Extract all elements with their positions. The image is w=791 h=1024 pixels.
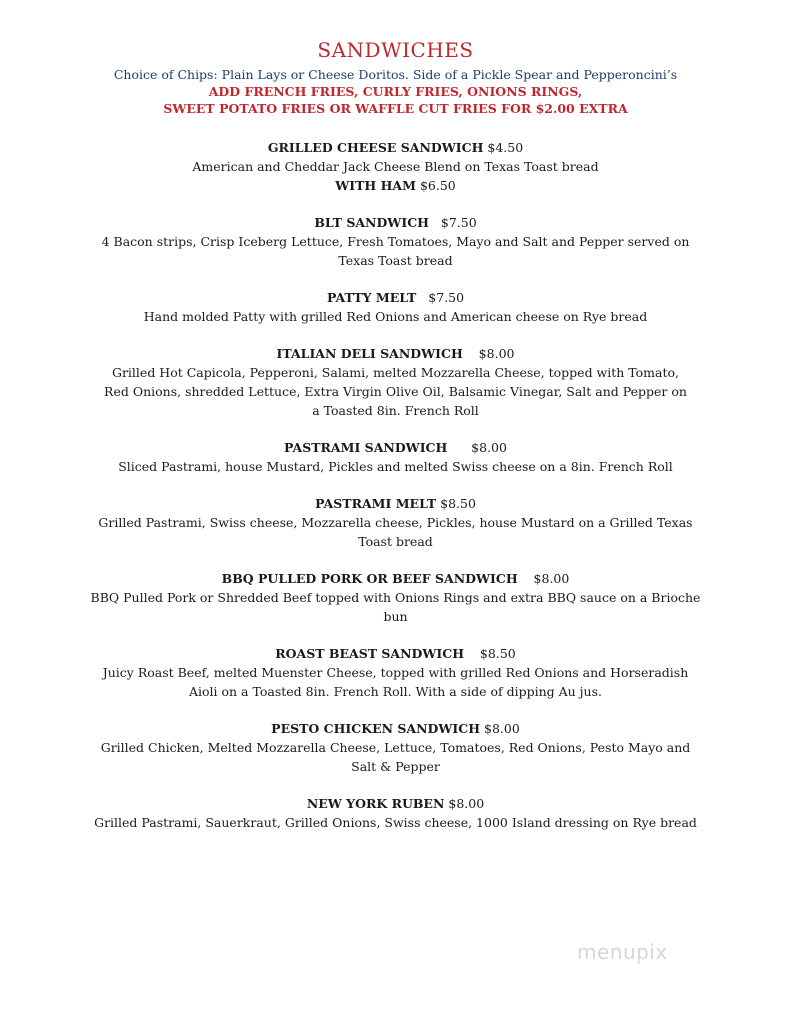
extra-fries-line-2: SWEET POTATO FRIES OR WAFFLE CUT FRIES FOR $2.00 EXTRA [163,101,628,116]
item-name: ITALIAN DELI SANDWICH [276,346,463,361]
item-description: Grilled Pastrami, Sauerkraut, Grilled Onions, Swiss cheese, 1000 Island dressing on Rye bread [94,815,697,830]
item-price: $8.00 [451,440,507,455]
item-name: PATTY MELT [326,290,417,305]
menu-header [0,38,791,117]
item-name: NEW YORK RUBEN [306,796,445,811]
extra-fries-line-1: ADD FRENCH FRIES, CURLY FRIES, ONIONS RINGS, [208,84,583,99]
item-price: $8.00 [448,796,485,811]
item-name: PESTO CHICKEN SANDWICH [271,721,481,736]
menu-item [0,719,791,776]
item-price: $7.50 [432,215,477,230]
item-addon-price: $6.50 [419,178,456,193]
item-description: Grilled Chicken, Melted Mozzarella Cheese, Lettuce, Tomatoes, Red Onions, Pesto Mayo and Salt & Pepper [100,740,691,774]
menu-item [0,344,791,420]
menu-item [0,213,791,270]
item-price: $4.50 [487,140,524,155]
menu-item [0,288,791,326]
item-price: $8.00 [521,571,570,586]
menu-item [0,794,791,832]
item-price: $8.50 [440,496,476,511]
item-price: $8.00 [484,721,520,736]
item-price: $8.00 [466,346,515,361]
menu-item [0,138,791,195]
item-name: BBQ PULLED PORK OR BEEF SANDWICH [221,571,518,586]
item-description: Grilled Pastrami, Swiss cheese, Mozzarella cheese, Pickles, house Mustard on a Grilled Texas Toast bread [98,515,693,549]
item-name: GRILLED CHEESE SANDWICH [267,140,484,155]
item-description: BBQ Pulled Pork or Shredded Beef topped with Onions Rings and extra BBQ sauce on a Brioche bun [90,590,701,624]
item-description: Sliced Pastrami, house Mustard, Pickles and melted Swiss cheese on a 8in. French Roll [118,459,673,474]
chips-note: Choice of Chips: Plain Lays or Cheese Doritos. Side of a Pickle Spear and Pepperoncini’s [113,67,678,82]
item-name: BLT SANDWICH [314,215,429,230]
item-addon-name: WITH HAM [335,178,416,193]
item-description: Juicy Roast Beef, melted Muenster Cheese, topped with grilled Red Onions and Horseradish Aioli on a Toasted 8in. French Roll. With a side of dipping Au jus. [102,665,689,699]
menupix-watermark: menupix [577,940,668,964]
menu-item [0,494,791,551]
menu-items [0,138,791,850]
item-description: American and Cheddar Jack Cheese Blend on Texas Toast bread [192,159,599,174]
menu-item [0,644,791,701]
menu-item [0,569,791,626]
item-description: 4 Bacon strips, Crisp Iceberg Lettuce, Fresh Tomatoes, Mayo and Salt and Pepper served on Texas Toast bread [101,234,690,268]
item-name: ROAST BEAST SANDWICH [275,646,465,661]
section-title: SANDWICHES [317,38,474,62]
item-name: PASTRAMI SANDWICH [284,440,448,455]
item-price: $8.50 [468,646,516,661]
menu-item [0,438,791,476]
item-name: PASTRAMI MELT [315,496,437,511]
item-description: Grilled Hot Capicola, Pepperoni, Salami, melted Mozzarella Cheese, topped with Tomato, Red Onions, shredded Lettuce, Extra Virgin Olive Oil, Balsamic Vinegar, Salt and Pepper on a Toasted 8in. French Roll [104,365,687,418]
item-price: $7.50 [420,290,465,305]
item-description: Hand molded Patty with grilled Red Onions and American cheese on Rye bread [143,309,648,324]
